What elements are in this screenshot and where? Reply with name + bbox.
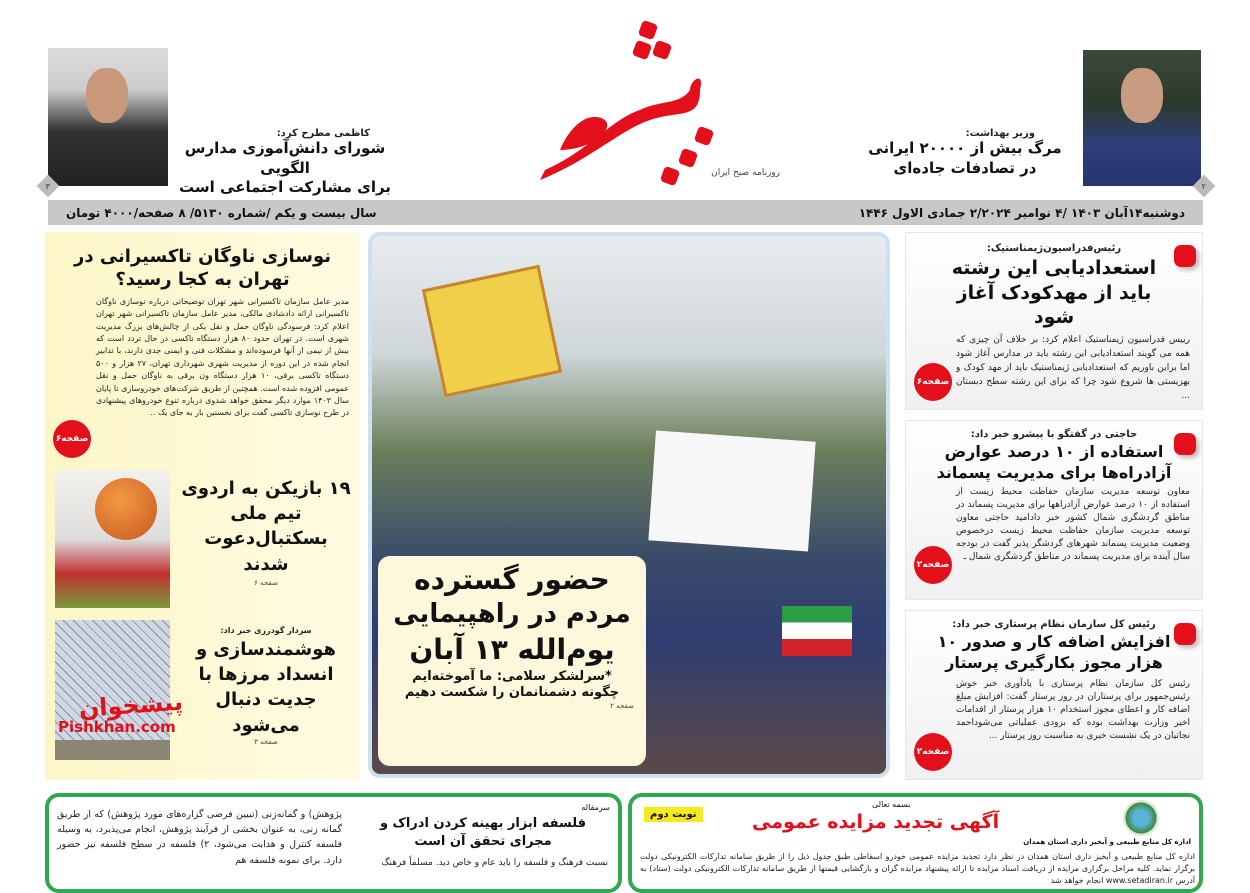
issue-info: سال بیست و یکم /شماره ۵۱۳۰/ ۸ صفحه/۴۰۰۰ تومان: [66, 205, 377, 220]
dateline-bar: [48, 200, 1203, 225]
kicker: سردار گودرزی خبر داد:: [220, 626, 312, 635]
editorial-label: سرمقاله: [581, 803, 610, 812]
header-right-story[interactable]: [850, 128, 1080, 178]
headline: برای مشارکت اجتماعی است: [179, 178, 391, 196]
red-marker-icon: [1174, 433, 1196, 455]
headline: نوسازی ناوگان تاکسیرانی در تهران به کجا رسید؟: [73, 246, 332, 291]
right-story-3[interactable]: [905, 610, 1203, 780]
lead-headline-box[interactable]: [378, 556, 646, 766]
headline: فلسفه ابزار بهینه کردن ادراک و مجرای تحقق آن است: [379, 816, 587, 850]
kicker: رئیس‌فدراسیون‌ژیمناستیک:: [986, 243, 1122, 254]
lead-subheadline: *سرلشکر سلامی: ما آموخته‌ایم چگونه دشمنانمان را شکست دهیم: [404, 668, 620, 701]
story-body: معاون توسعه مدیریت سازمان حفاظت محیط زیست از استفاده از ۱۰ درصد عوارض آزادراهها برای مدیریت پسماند در مناطق گردشگری شمال کشور خبر دادامید حاجتی معاون توسعه مدیریت سازمان حفاظت محیط زیست درخصوص وضعیت مدیریت پسماند شهرهای گردشگر پذیر گفت در بودجه سال آینده برای مدیریت پسماند در مناطق گردشگری شمال ـ: [956, 486, 1190, 562]
right-story-1[interactable]: [905, 232, 1203, 410]
minister-photo-right: [1083, 50, 1201, 186]
kicker: رئیس کل سازمان نظام پرستاری خبر داد:: [952, 619, 1156, 630]
page-ref: صفحه ۳: [254, 737, 278, 746]
border-story[interactable]: [176, 626, 356, 746]
ad-body: اداره کل منابع طبیعی و آبخیز داری استان همدان در نظر دارد تجدید مزایده عمومی خودرو اسقاطی طبق جدول ذیل را از طریق سامانه تدارکات الکترونیکی دولت برگزار نماید. کلیه مراحل برگزاری مزایده از دریافت اسناد مزایده تا ارائه پیشنهاد مزایده گران و بازگشایی قیمتها از طریق سامانه تدارکات الکترونیکی دولت (ستاد) به آدرس www.setadiran.ir انجام خواهد شد: [640, 852, 1195, 885]
page-number-badge: ۲: [1193, 175, 1216, 198]
story-body: رییس فدراسیون ژیمناستیک اعلام کرد: بر خلاف آن چیزی که همه می گویند استعدادیابی این رشته باید در مدارس آغاز شود اما براین باوریم که استعدادیابی ژیمناستیک باید از مهد کودک و بهزیستی ها شروع شود چرا که برای این رشته سطح دبستان ...: [956, 335, 1190, 401]
basketball-photo: [55, 470, 170, 608]
headline: ۱۹ بازیکن به اردوی تیم ملی بسکتبال‌دعوت شدند: [181, 478, 351, 575]
editorial-box[interactable]: [45, 793, 622, 893]
right-story-2[interactable]: [905, 420, 1203, 600]
story-body: رئیس کل سازمان نظام پرستاری با یادآوری خبر خوش رئیس‌جمهور برای پرستاران در روز پرستار گفت: افزایش مبلغ اضافه کار و اعطای مجوز استخدام ۱۰ هزار پرستار از اقدامات اخیر وزارت بهداشت بوده که بزودی عملیاتی می‌شوداحمد نجاتیان در یک نشست خبری به مناسبت روز پرستار ...: [956, 678, 1190, 741]
page-number-badge: ۳: [37, 175, 60, 198]
auction-ad[interactable]: [628, 793, 1203, 893]
date: دوشنبه۱۴آبان ۱۴۰۳ /۴ نوامبر ۲/۲۰۲۴ جمادی الاول ۱۴۴۶: [858, 205, 1185, 220]
taxi-story[interactable]: [50, 245, 355, 420]
bismillah: بسمه تعالی: [872, 800, 911, 809]
headline: شورای دانش‌آموزی مدارس الگویی: [184, 139, 386, 177]
page-ref: صفحه ۶: [254, 578, 278, 587]
agency-name: اداره کل منابع طبیعی و آبخیز داری استان همدان: [1023, 838, 1191, 846]
headline: مرگ بیش از ۲۰۰۰۰ ایرانی: [868, 139, 1062, 157]
watermark: [58, 687, 184, 736]
header-left-story[interactable]: [170, 128, 400, 198]
kicker: کاظمی مطرح کرد:: [276, 128, 370, 139]
basketball-story[interactable]: [176, 476, 356, 587]
lead-headline: حضور گسترده: [414, 563, 610, 596]
ad-title: آگهی تجدید مزایده عمومی: [752, 811, 1000, 833]
headline: هوشمندسازی و انسداد مرزها با جدیت دنبال می‌شود: [195, 639, 337, 736]
minister-photo-left: [48, 48, 168, 186]
headline: استعدادیابی این رشته باید از مهدکودک آغاز شود: [951, 257, 1157, 329]
masthead-subtitle: روزنامه صبح ایران: [711, 168, 780, 178]
watermark-en: Pishkhan.com: [58, 718, 176, 736]
lead-headline: مردم در راهپیمایی: [393, 599, 631, 630]
story-body: مدیر عامل سازمان تاکسیرانی شهر تهران توضیحاتی درباره نوسازی ناوگان تاکسیرانی ارائه دادشادی مالکی، مدیر عامل سازمان تاکسیرانی شهر تهران اعلام کرد: فرسودگی ناوگان حمل و نقل یکی از چالش‌های بزرگ مدیریت شهری است. در تهران حدود ۸۰ هزار دستگاه تاکسی در حال تردد است که بیش از نیمی از آنها فرسوده‌اند و مشکلات فنی و ایمنی جدی دارند، با تدابیر انجام شده در این دوره از مدیریت شهری شهرداری تهران، ۲۷ هزار و ۵۰۰ دستگاه تاکسی برقی، ۱۰ هزار دستگاه ون برقی به ناوگان حمل و نقل عمومی افزوده شده است. همچنین از طریق شرکت‌های خودروسازی تا پایان سال ۱۴۰۳ موارد دیگر محقق خواهد شدوی درباره تنوع خودروهای پیشنهادی در طرح نوسازی تاکسی گفت برای نخستین بار به جای یک ..: [96, 296, 349, 418]
page-badge[interactable]: صفحه۲: [914, 546, 952, 584]
headline: استفاده از ۱۰ درصد عوارض آزادراه‌ها برای مدیریت پسماند: [936, 442, 1172, 482]
editorial-body: پژوهش) و گمانه‌زنی (تبیین فرضی گزاره‌های مورد پژوهش) که از طریق گمانه زنی، به عنوان بخشی از فرآیند پژوهش، انجام می‌پذیرد، به وسیله فلسفه کنترل و هدایت می‌شود، ۲) فلسفه در سطح فلسفه نیز حضور دارد. برای نمونه فلسفه هم: [57, 809, 342, 866]
lead-headline: یوم‌الله ۱۳ آبان: [409, 633, 615, 667]
page-badge[interactable]: صفحه۶: [53, 420, 91, 458]
masthead-logo: [530, 10, 780, 190]
editorial-body: نسبت فرهنگ و فلسفه را باید عام و خاص دید. مسلماً فرهنگ: [381, 858, 608, 868]
watermark-fa: پیشخوان: [77, 687, 184, 723]
red-marker-icon: [1174, 245, 1196, 267]
page-badge[interactable]: صفحه۲: [914, 733, 952, 771]
page-badge[interactable]: صفحه۶: [914, 363, 952, 401]
red-marker-icon: [1174, 623, 1196, 645]
headline: افزایش اضافه کار و صدور ۱۰ هزار مجوز بکارگیری پرستار: [937, 632, 1171, 672]
page-ref: صفحه ۲: [610, 702, 634, 711]
kicker: وزیر بهداشت:: [965, 128, 1035, 139]
agency-logo: [1123, 800, 1159, 836]
headline: در تصادفات جاده‌ای: [893, 158, 1037, 177]
ad-badge: نوبت دوم: [644, 807, 703, 822]
kicker: حاجتی در گفتگو با پیشرو خبر داد:: [970, 429, 1138, 440]
